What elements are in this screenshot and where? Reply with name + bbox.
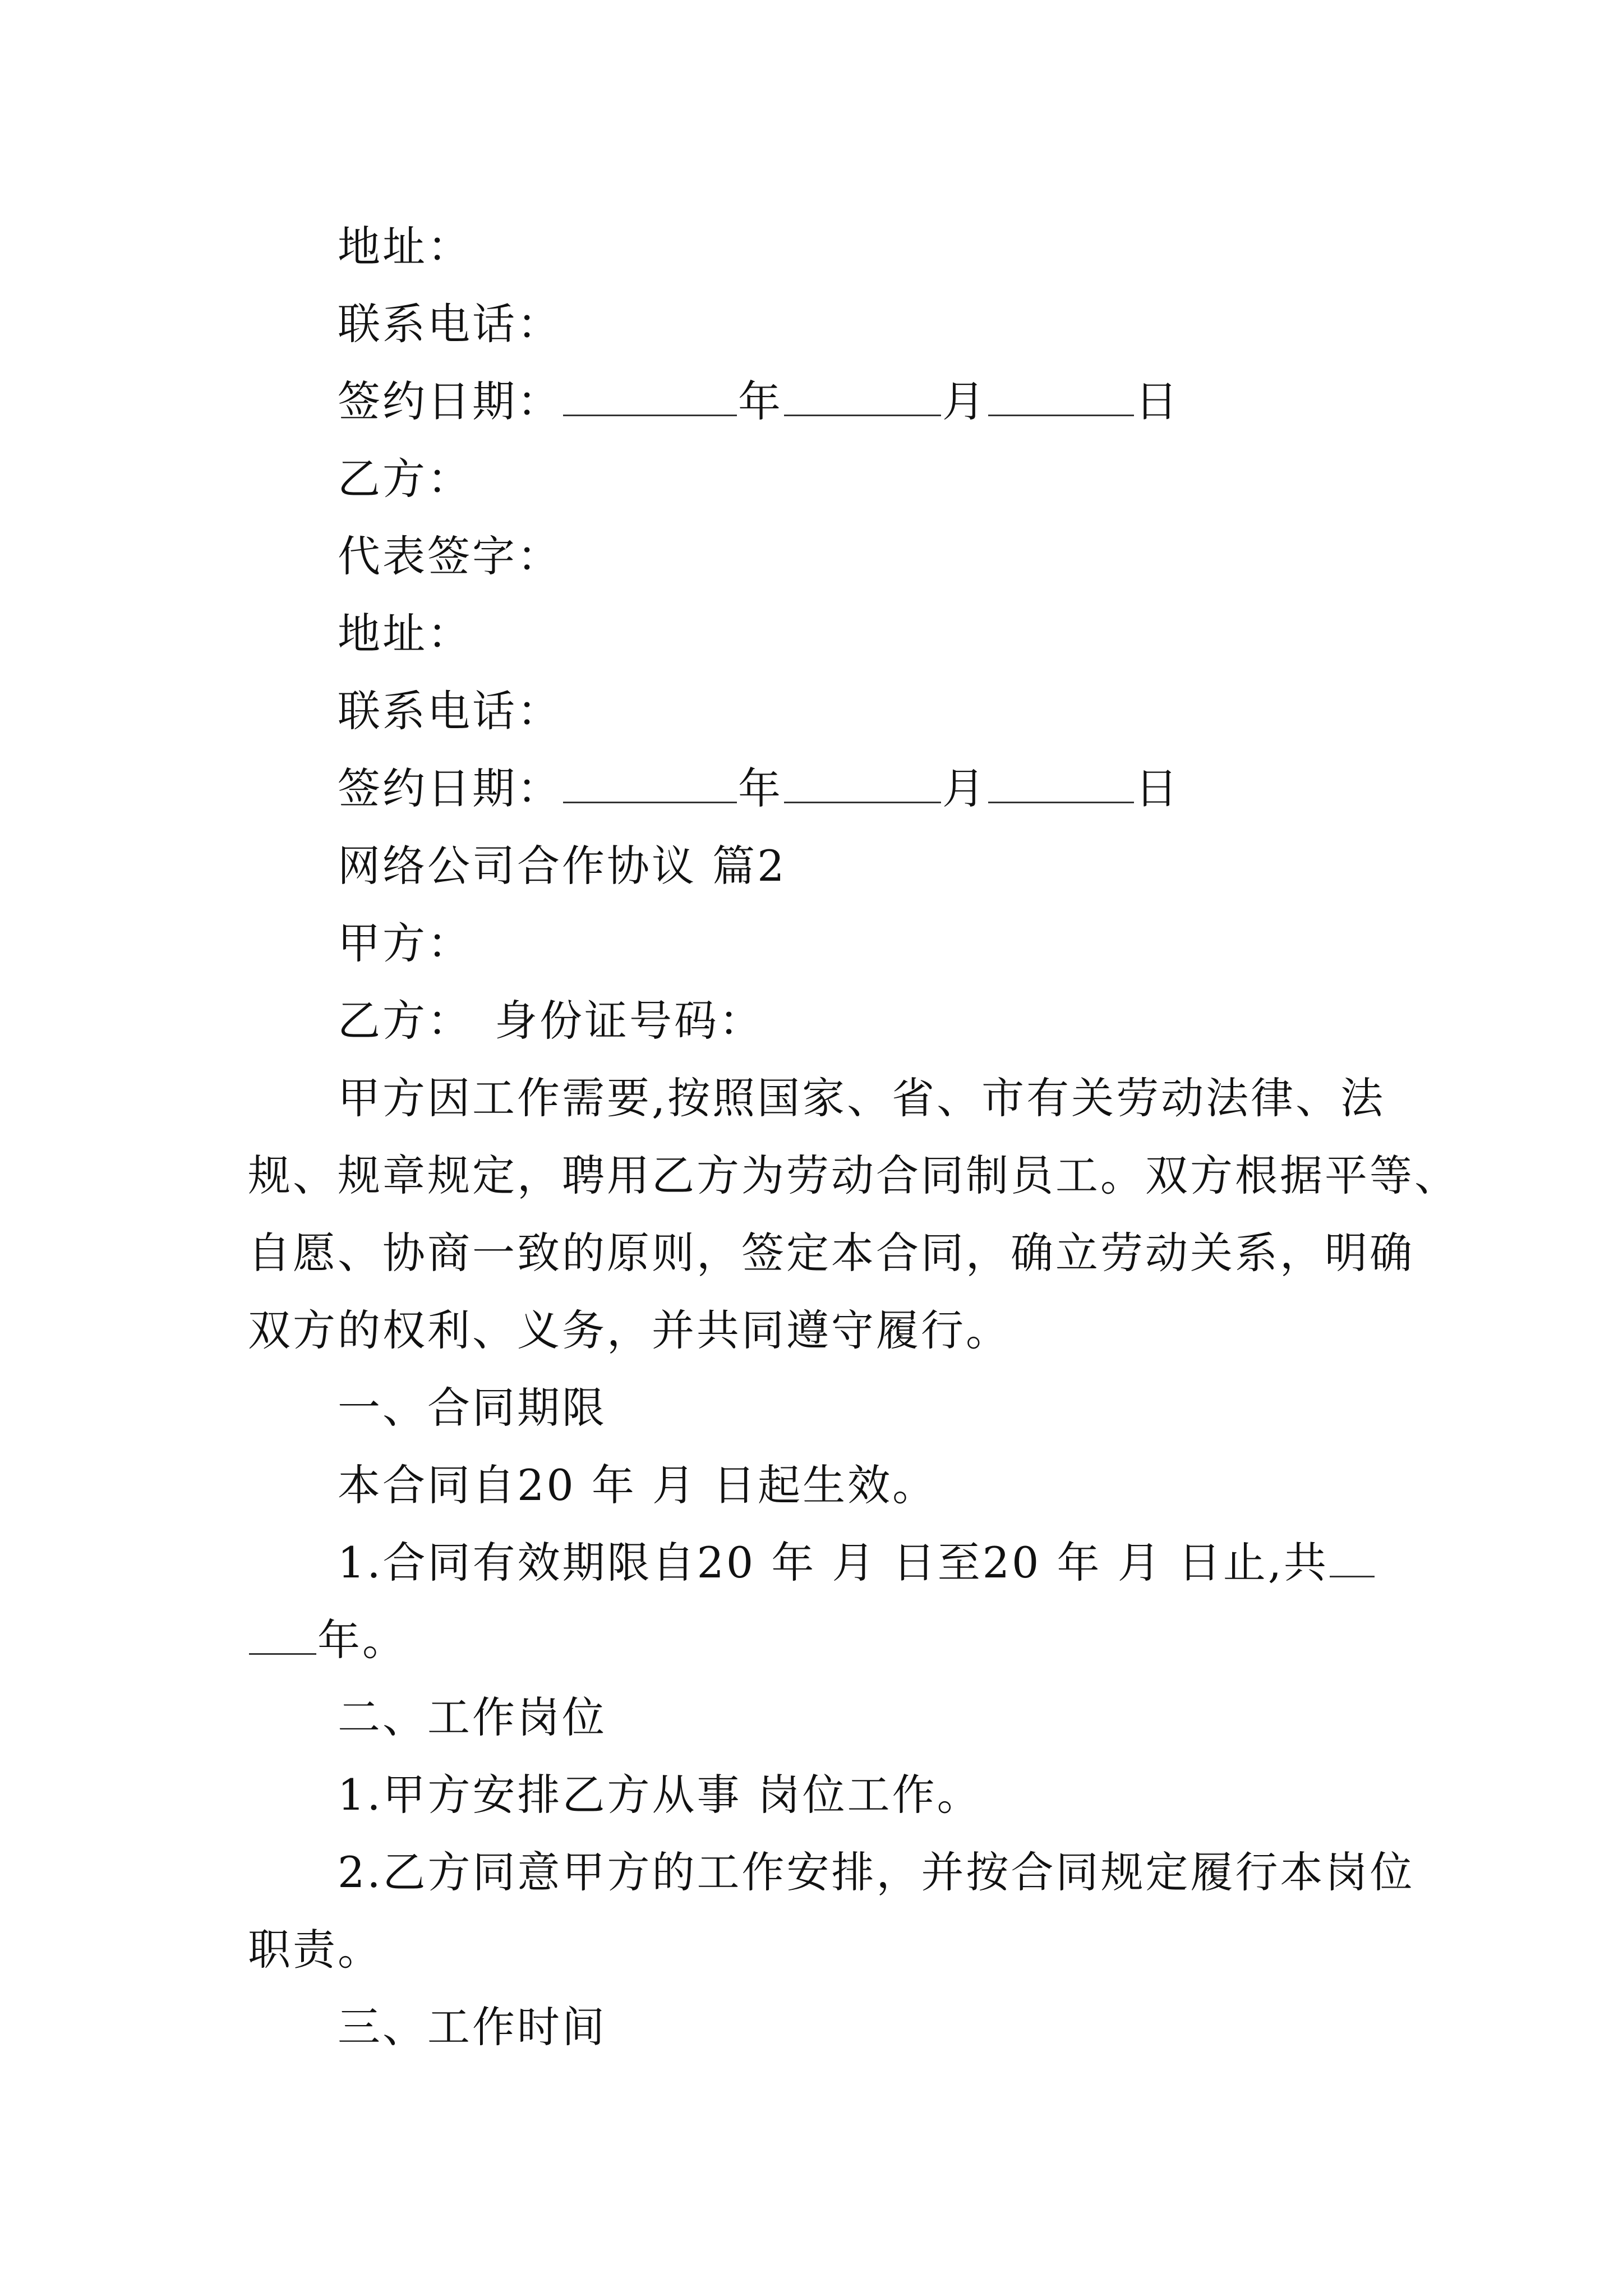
job-clause-2-line-1: 2.乙方同意甲方的工作安排，并按合同规定履行本岗位 bbox=[338, 1847, 1415, 1897]
day-unit-1: 日 bbox=[1135, 376, 1180, 426]
job-clause-2-line-2: 职责。 bbox=[248, 1925, 382, 1975]
year-blank-1 bbox=[563, 375, 737, 416]
sign-date-row-2 bbox=[338, 762, 1180, 816]
party-b-id-row bbox=[338, 994, 764, 1048]
term-text: 1.合同有效期限自20 年 月 日至20 年 月 日止,共 bbox=[338, 1538, 1329, 1588]
party-a-label: 甲方： bbox=[338, 918, 472, 968]
paragraph-line-1: 甲方因工作需要,按照国家、省、市有关劳动法律、法 bbox=[338, 1073, 1386, 1123]
section-title: 网络公司合作协议 篇2 bbox=[338, 841, 787, 891]
sign-date-label-2: 签约日期： bbox=[338, 763, 562, 813]
month-unit-2: 月 bbox=[942, 763, 987, 813]
month-blank-1 bbox=[784, 375, 941, 416]
month-blank-2 bbox=[784, 762, 941, 803]
day-unit-2: 日 bbox=[1135, 763, 1180, 813]
term-line-2 bbox=[248, 1613, 407, 1667]
sign-date-label-1: 签约日期： bbox=[338, 376, 562, 426]
phone-label-2: 联系电话： bbox=[338, 686, 562, 736]
paragraph-line-3: 自愿、协商一致的原则，签定本合同，确立劳动关系，明确 bbox=[248, 1228, 1414, 1278]
effective-date-line: 本合同自20 年 月 日起生效。 bbox=[338, 1460, 938, 1510]
sign-date-row-1 bbox=[338, 375, 1180, 429]
year-blank-2 bbox=[563, 762, 737, 803]
id-number-label: 身份证号码： bbox=[495, 996, 764, 1046]
paragraph-line-4: 双方的权利、义务，并共同遵守履行。 bbox=[248, 1305, 1011, 1355]
month-unit-1: 月 bbox=[942, 376, 987, 426]
address-label-1: 地址： bbox=[338, 222, 472, 272]
term-year-unit: 年。 bbox=[317, 1615, 407, 1665]
day-blank-2 bbox=[988, 762, 1134, 803]
term-blank-b bbox=[249, 1614, 316, 1655]
year-unit-2: 年 bbox=[738, 763, 783, 813]
address-label-2: 地址： bbox=[338, 609, 472, 659]
term-blank-a bbox=[1330, 1536, 1375, 1577]
heading-working-hours: 三、工作时间 bbox=[338, 2002, 607, 2052]
party-b-label-1: 乙方： bbox=[338, 454, 472, 504]
phone-label-1: 联系电话： bbox=[338, 299, 562, 349]
representative-signature-label: 代表签字： bbox=[338, 531, 562, 581]
heading-contract-term: 一、合同期限 bbox=[338, 1383, 607, 1433]
year-unit-1: 年 bbox=[738, 376, 783, 426]
heading-job-position: 二、工作岗位 bbox=[338, 1692, 607, 1742]
paragraph-line-2: 规、规章规定，聘用乙方为劳动合同制员工。双方根据平等、 bbox=[248, 1151, 1459, 1200]
party-b-label-2: 乙方： bbox=[338, 996, 472, 1046]
job-clause-1: 1.甲方安排乙方从事 岗位工作。 bbox=[338, 1770, 982, 1820]
term-line-1 bbox=[338, 1536, 1376, 1590]
day-blank-1 bbox=[988, 375, 1134, 416]
